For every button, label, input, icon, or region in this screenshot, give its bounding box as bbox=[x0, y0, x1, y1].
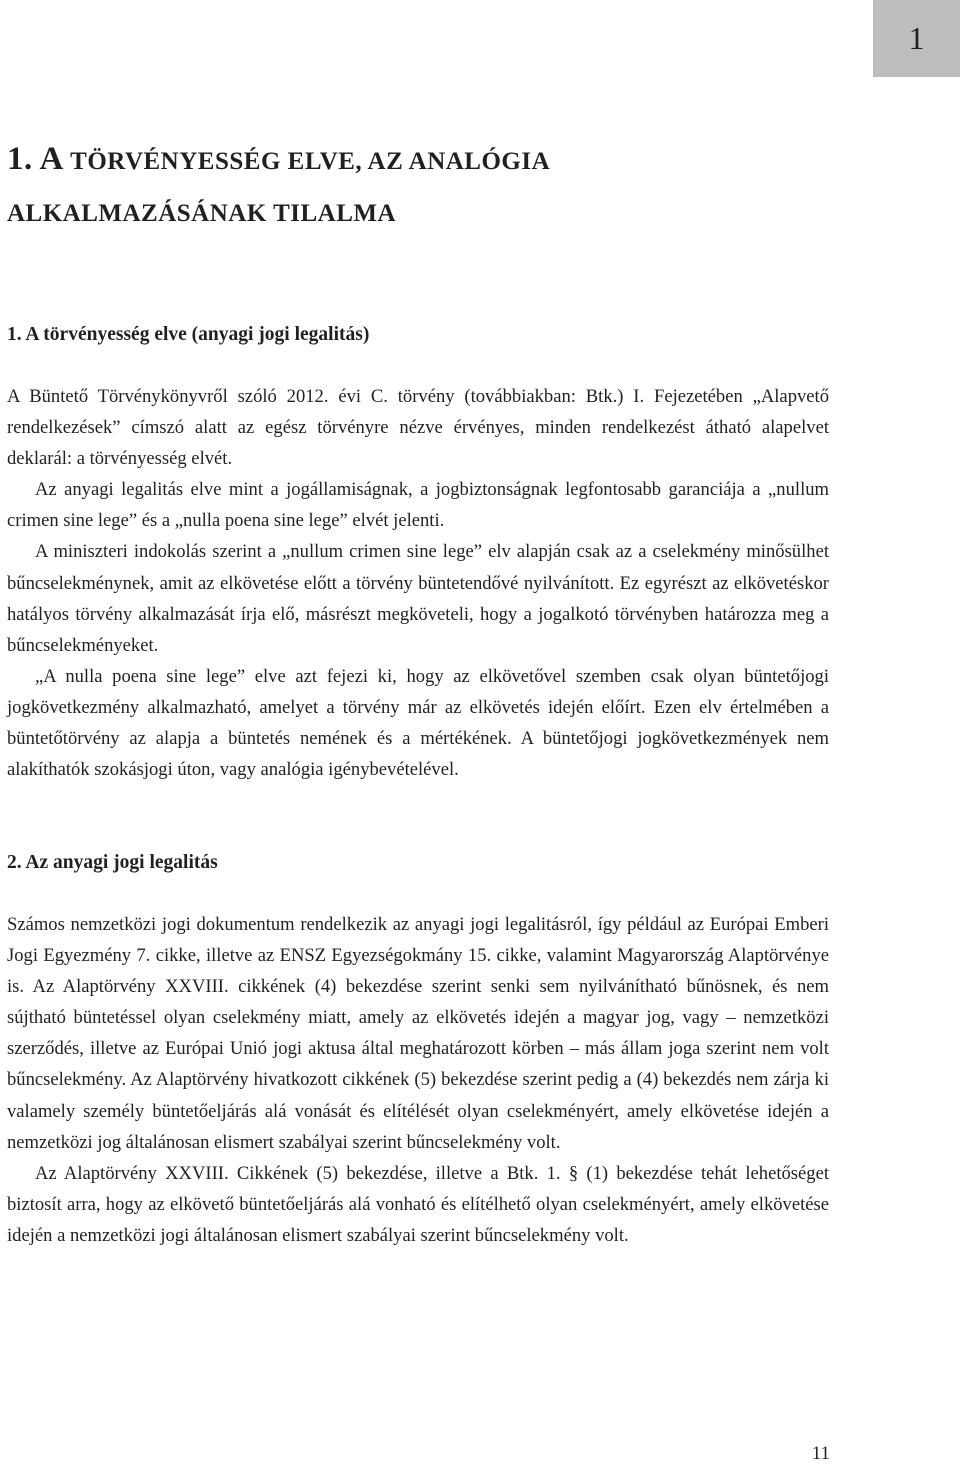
section-heading-1: 1. A törvényesség elve (anyagi jogi legalitás) bbox=[7, 324, 370, 345]
section-2-body bbox=[7, 909, 829, 1251]
paragraph: Az anyagi legalitás elve mint a jogállamiságnak, a jogbiztonságnak legfontosabb garanciája a „nullum crimen sine lege” és a „nulla poena sine lege” elvét jelenti. bbox=[7, 479, 829, 532]
paragraph: „A nulla poena sine lege” elve azt fejezi ki, hogy az elkövetővel szemben csak olyan büntetőjogi jogkövetkezmény alkalmazható, amelyet a törvény már az elkövetés idején előírt. Ezen elv értelmében a büntetőtörvény az alapja a büntetés nemének és a mértékének. A büntetőjogi jogkövetkezmények nem alakíthatók szokásjogi úton, vagy analógia igénybevételével. bbox=[7, 665, 829, 781]
paragraph: A miniszteri indokolás szerint a „nullum crimen sine lege” elv alapján csak az a cselekmény minősülhet bűncselekménynek, amit az elkövetése előtt a törvény büntetendővé nyilvánított. Ez egyrészt az elkövetéskor hatályos törvény alkalmazását írja elő, másrészt megköveteli, hogy a jogalkotó törvényben határozza meg a bűncselekményeket. bbox=[7, 541, 829, 656]
chapter-tab bbox=[873, 0, 960, 77]
chapter-title-first-letter: A bbox=[39, 141, 64, 177]
paragraph: Számos nemzetközi jogi dokumentum rendelkezik az anyagi jogi legalitásról, így például az Európai Emberi Jogi Egyezmény 7. cikke, illetve az ENSZ Egyezségokmány 15. cikke, valamint Magyarország Alaptörvénye is. Az Alaptörvény XXVIII. cikkének (4) bekezdése szerint senki sem nyilvánítható bűnösnek, és nem sújtható büntetéssel olyan cselekmény miatt, amely az elkövetés idején a magyar jog, vagy – nemzetközi szerződés, illetve az Európai Unió jogi aktusa által meghatározott körben – más állam joga szerint nem volt bűncselekmény. Az Alaptörvény hivatkozott cikkének (5) bekezdése szerint pedig a (4) bekezdés nem zárja ki valamely személy büntetőeljárás alá vonását és elítélését olyan cselekményért, amely elkövetése idején a nemzetközi jog általánosan elismert szabályai szerint bűncselekmény volt. bbox=[7, 914, 829, 1153]
chapter-title-line2: ALKALMAZÁSÁNAK TILALMA bbox=[7, 200, 397, 227]
chapter-title-number: 1. bbox=[7, 141, 33, 177]
chapter-title-line1: TÖRVÉNYESSÉG ELVE, AZ ANALÓGIA bbox=[70, 148, 551, 175]
section-heading-2: 2. Az anyagi jogi legalitás bbox=[7, 852, 218, 873]
section-1-body bbox=[7, 381, 829, 785]
paragraph: Az Alaptörvény XXVIII. Cikkének (5) bekezdése, illetve a Btk. 1. § (1) bekezdése tehát lehetőséget biztosít arra, hogy az elkövető büntetőeljárás alá vonható és elítélhető olyan cselekményért, amely elkövetése idején a nemzetközi jogi általánosan elismert szabályai szerint bűncselekmény volt. bbox=[7, 1162, 829, 1246]
chapter-tab-number: 1 bbox=[908, 20, 925, 56]
paragraph: A Büntető Törvénykönyvről szóló 2012. évi C. törvény (továbbiakban: Btk.) I. Fejezetében „Alapvető rendelkezések” címszó alatt az egész törvényre nézve érvényes, minden rendelkezést átható alapelvet deklarál: a törvényesség elvét. bbox=[7, 386, 829, 470]
page-number: 11 bbox=[811, 1443, 830, 1464]
chapter-title bbox=[7, 133, 907, 240]
